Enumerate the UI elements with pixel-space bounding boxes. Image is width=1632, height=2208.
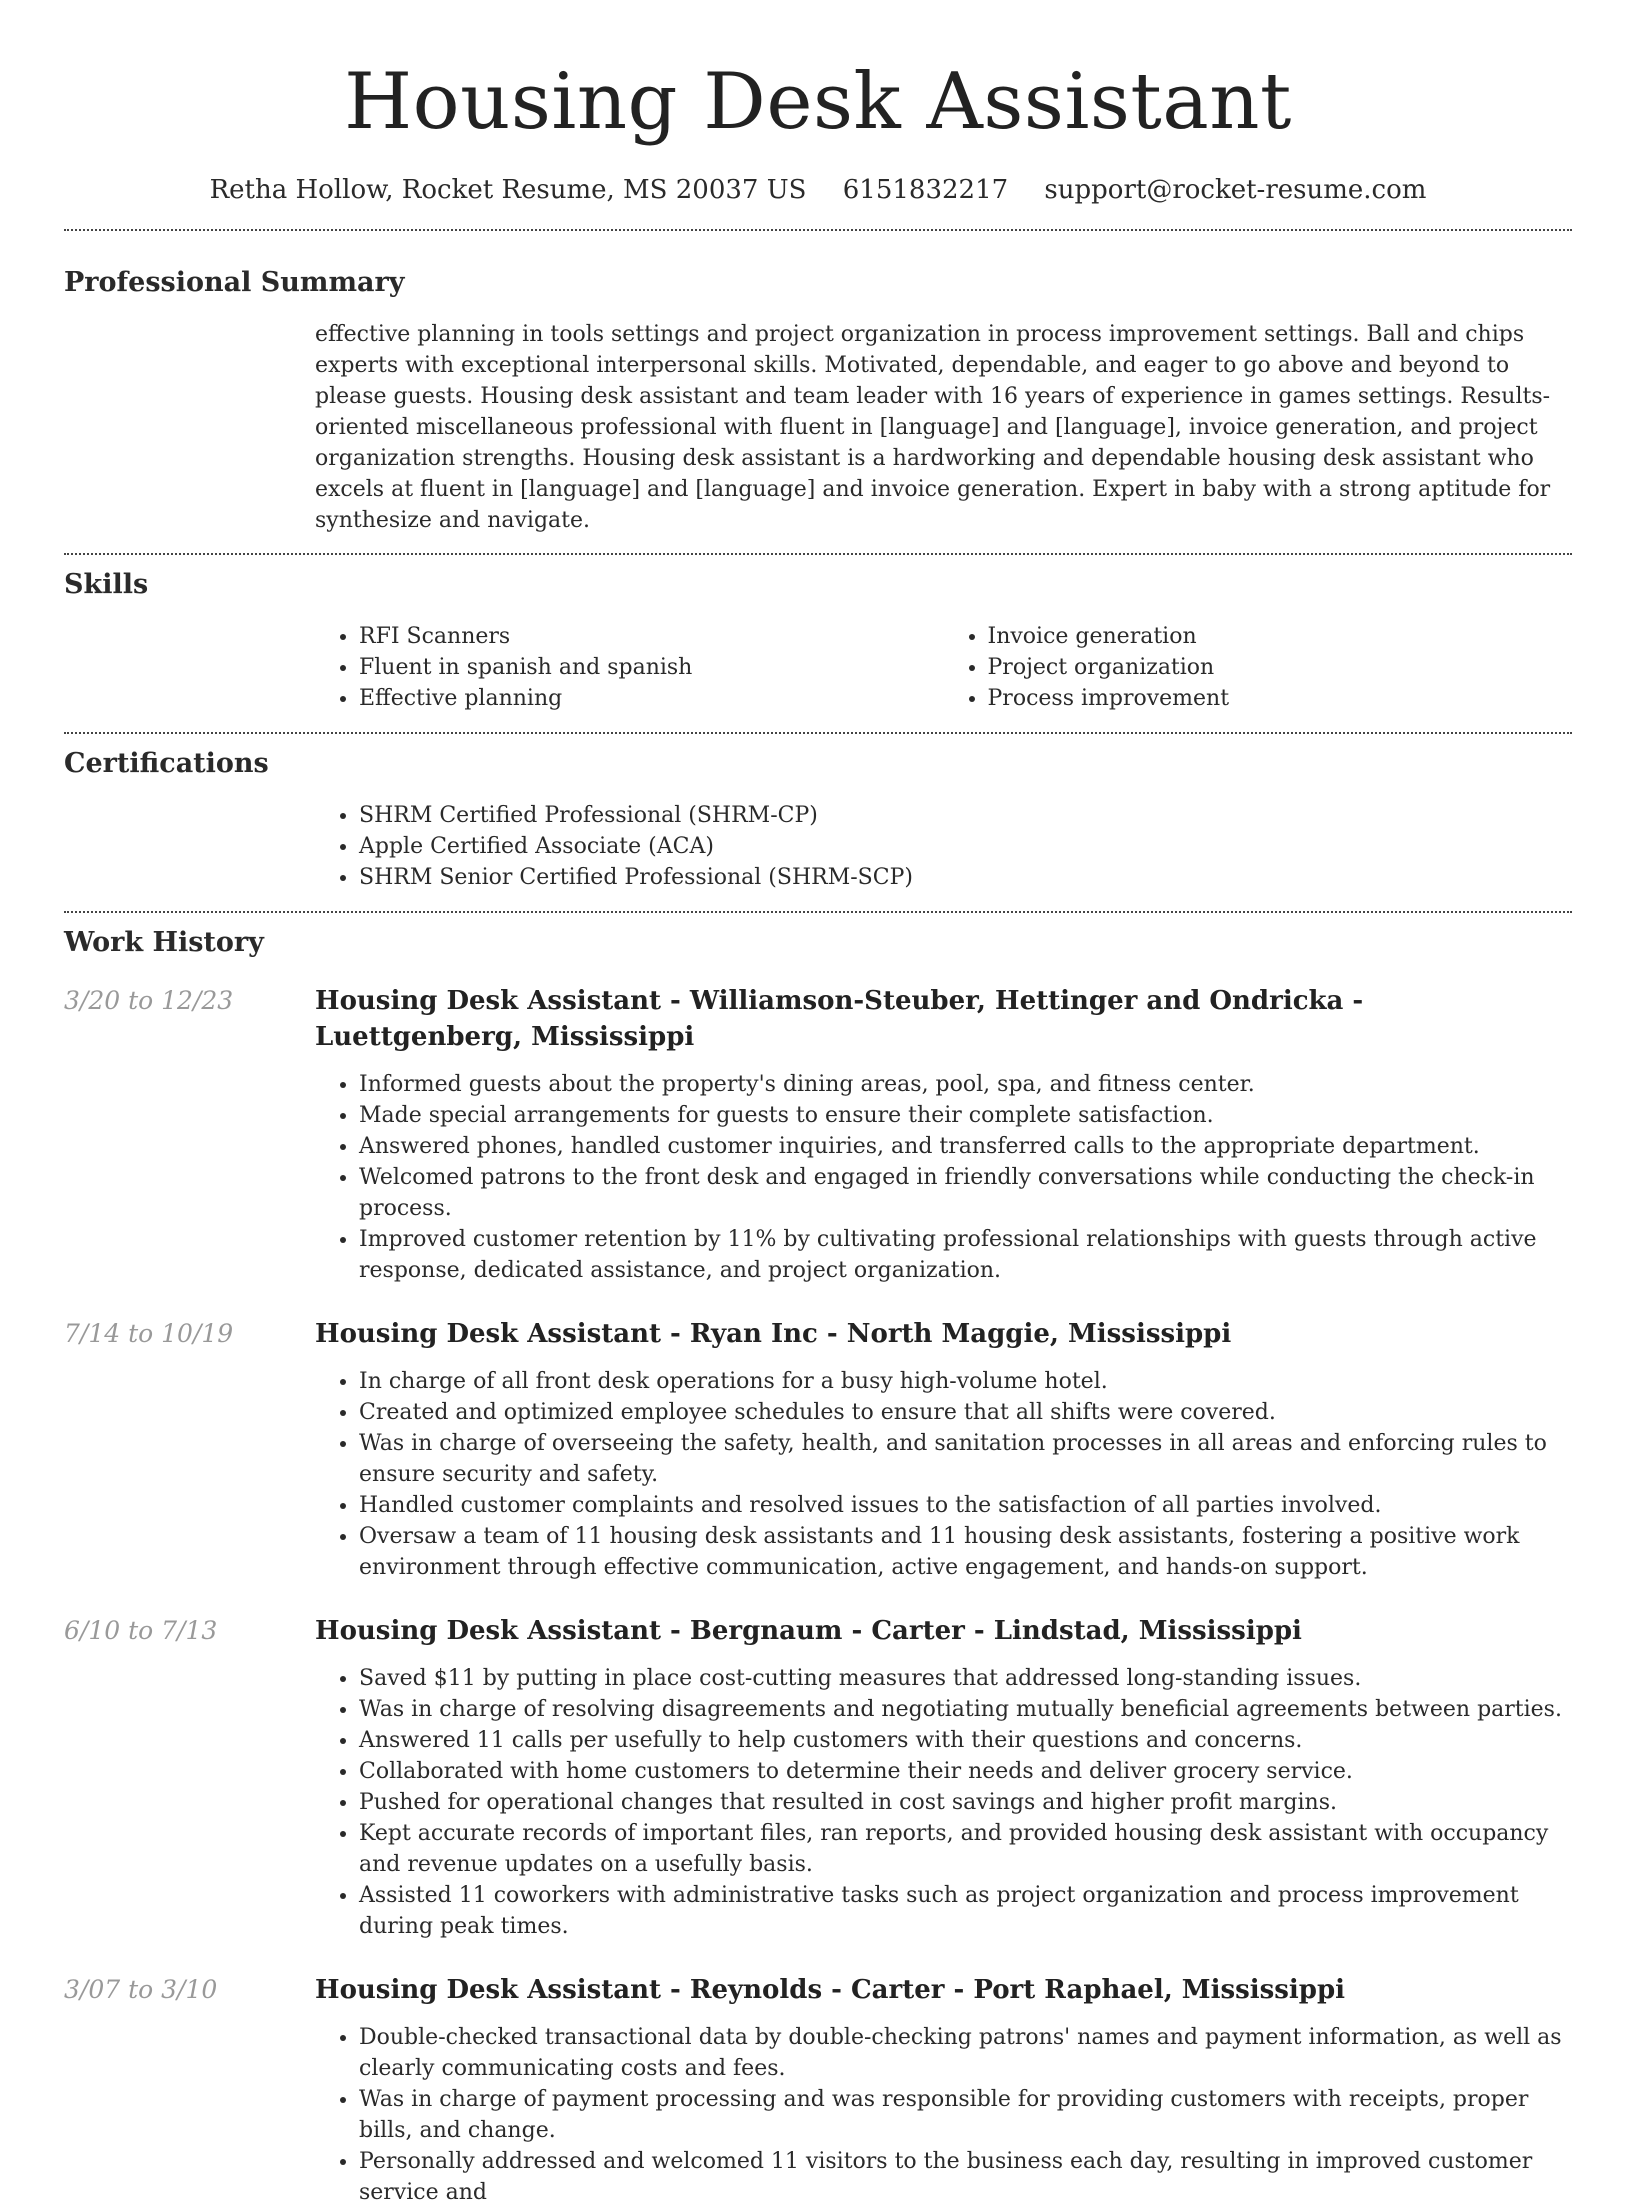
job-bullet: • Welcomed patrons to the front desk and engaged in friendly conversations while conducting the check-in process. — [359, 1162, 1572, 1224]
skill-item: • Invoice generation — [988, 621, 1573, 652]
job-bullet: • Assisted 11 coworkers with administrative tasks such as project organization and process improvement during peak times. — [359, 1880, 1572, 1942]
job-bullet: • In charge of all front desk operations for a busy high-volume hotel. — [359, 1366, 1572, 1397]
certification-item: • Apple Certified Associate (ACA) — [359, 831, 1572, 862]
job-bullet: • Oversaw a team of 11 housing desk assistants and 11 housing desk assistants, fostering a positive work environment through effective communication, active engagement, and hands-on support. — [359, 1521, 1572, 1583]
job-dates: 3/07 to 3/10 — [64, 1975, 218, 2004]
job-bullet: • Collaborated with home customers to determine their needs and deliver grocery service. — [359, 1756, 1572, 1787]
job-entry — [64, 1613, 1572, 1942]
contact-phone: 6151832217 — [842, 175, 1009, 205]
job-bullet: • Pushed for operational changes that resulted in cost savings and higher profit margins. — [359, 1787, 1572, 1818]
job-dates: 7/14 to 10/19 — [64, 1319, 234, 1348]
certifications-list — [315, 800, 1572, 893]
job-bullet: • Made special arrangements for guests to ensure their complete satisfaction. — [359, 1100, 1572, 1131]
job-bullets — [315, 2022, 1572, 2208]
job-bullet: • Was in charge of overseeing the safety, health, and sanitation processes in all areas and enforcing rules to ensure security and safety. — [359, 1428, 1572, 1490]
job-bullet: • Handled customer complaints and resolved issues to the satisfaction of all parties involved. — [359, 1490, 1572, 1521]
contact-email: support@rocket-resume.com — [1044, 175, 1427, 205]
job-bullets — [315, 1069, 1572, 1286]
job-entry — [64, 983, 1572, 1286]
section-title-work-history: Work History — [64, 927, 264, 958]
resume-name: Housing Desk Assistant — [344, 57, 1292, 147]
section-title-summary: Professional Summary — [64, 267, 405, 298]
certification-item: • SHRM Senior Certified Professional (SHRM-SCP) — [359, 862, 1572, 893]
section-title-skills: Skills — [64, 569, 149, 600]
job-bullet: • Double-checked transactional data by double-checking patrons' names and payment information, as well as clearly communicating costs and fees. — [359, 2022, 1572, 2084]
skills-grid — [315, 621, 1572, 714]
job-title: Housing Desk Assistant - Bergnaum - Carter - Lindstad, Mississippi — [315, 1616, 1302, 1646]
job-bullets — [315, 1366, 1572, 1583]
certification-item: • SHRM Certified Professional (SHRM-CP) — [359, 800, 1572, 831]
skill-item: • RFI Scanners — [359, 621, 944, 652]
job-entry — [64, 1316, 1572, 1583]
skill-item: • Effective planning — [359, 683, 944, 714]
certifications-section — [64, 734, 1572, 893]
skill-item: • Fluent in spanish and spanish — [359, 652, 944, 683]
job-bullet: • Was in charge of resolving disagreements and negotiating mutually beneficial agreements between parties. — [359, 1694, 1572, 1725]
job-bullet: • Personally addressed and welcomed 11 visitors to the business each day, resulting in improved customer service and — [359, 2146, 1572, 2208]
job-bullet: • Created and optimized employee schedules to ensure that all shifts were covered. — [359, 1397, 1572, 1428]
work-history-section — [64, 913, 1572, 2208]
resume-page — [64, 0, 1572, 2208]
job-bullet: • Answered 11 calls per usefully to help customers with their questions and concerns. — [359, 1725, 1572, 1756]
job-bullet: • Saved $11 by putting in place cost-cutting measures that addressed long-standing issues. — [359, 1663, 1572, 1694]
job-bullet: • Improved customer retention by 11% by cultivating professional relationships with guests through active response, dedicated assistance, and project organization. — [359, 1224, 1572, 1286]
contact-address: Retha Hollow, Rocket Resume, MS 20037 US — [209, 175, 807, 205]
skill-item: • Project organization — [988, 652, 1573, 683]
section-title-certifications: Certifications — [64, 748, 269, 779]
job-bullet: • Kept accurate records of important files, ran reports, and provided housing desk assistant with occupancy and revenue updates on a usefully basis. — [359, 1818, 1572, 1880]
skills-list-right — [944, 621, 1573, 714]
skill-item: • Process improvement — [988, 683, 1573, 714]
summary-text: effective planning in tools settings and project organization in process improvement settings. Ball and chips experts with exceptional interpersonal skills. Motivated, dependable, and eager to go above and beyond to please guests. Housing desk assistant and team leader with 16 years of experience in games settings. Results-oriented miscellaneous professional with fluent in [language] and [language], invoice generation, and project organization strengths. Housing desk assistant is a hardworking and dependable housing desk assistant who excels at fluent in [language] and [language] and invoice generation. Expert in baby with a strong aptitude for synthesize and navigate. — [315, 322, 1551, 533]
job-entry — [64, 1972, 1572, 2208]
skills-section — [64, 555, 1572, 714]
summary-section — [64, 231, 1572, 536]
job-title: Housing Desk Assistant - Ryan Inc - North Maggie, Mississippi — [315, 1319, 1232, 1349]
job-bullet: • Answered phones, handled customer inquiries, and transferred calls to the appropriate department. — [359, 1131, 1572, 1162]
job-title: Housing Desk Assistant - Reynolds - Carter - Port Raphael, Mississippi — [315, 1975, 1346, 2005]
contact-line — [64, 172, 1572, 208]
job-dates: 3/20 to 12/23 — [64, 986, 234, 1015]
job-title: Housing Desk Assistant - Williamson-Steuber, Hettinger and Ondricka - Luettgenberg, Mississippi — [315, 986, 1364, 1052]
job-dates: 6/10 to 7/13 — [64, 1616, 218, 1645]
skills-list-left — [315, 621, 944, 714]
job-bullets — [315, 1663, 1572, 1942]
job-bullet: • Was in charge of payment processing and was responsible for providing customers with receipts, proper bills, and change. — [359, 2084, 1572, 2146]
job-bullet: • Informed guests about the property's dining areas, pool, spa, and fitness center. — [359, 1069, 1572, 1100]
